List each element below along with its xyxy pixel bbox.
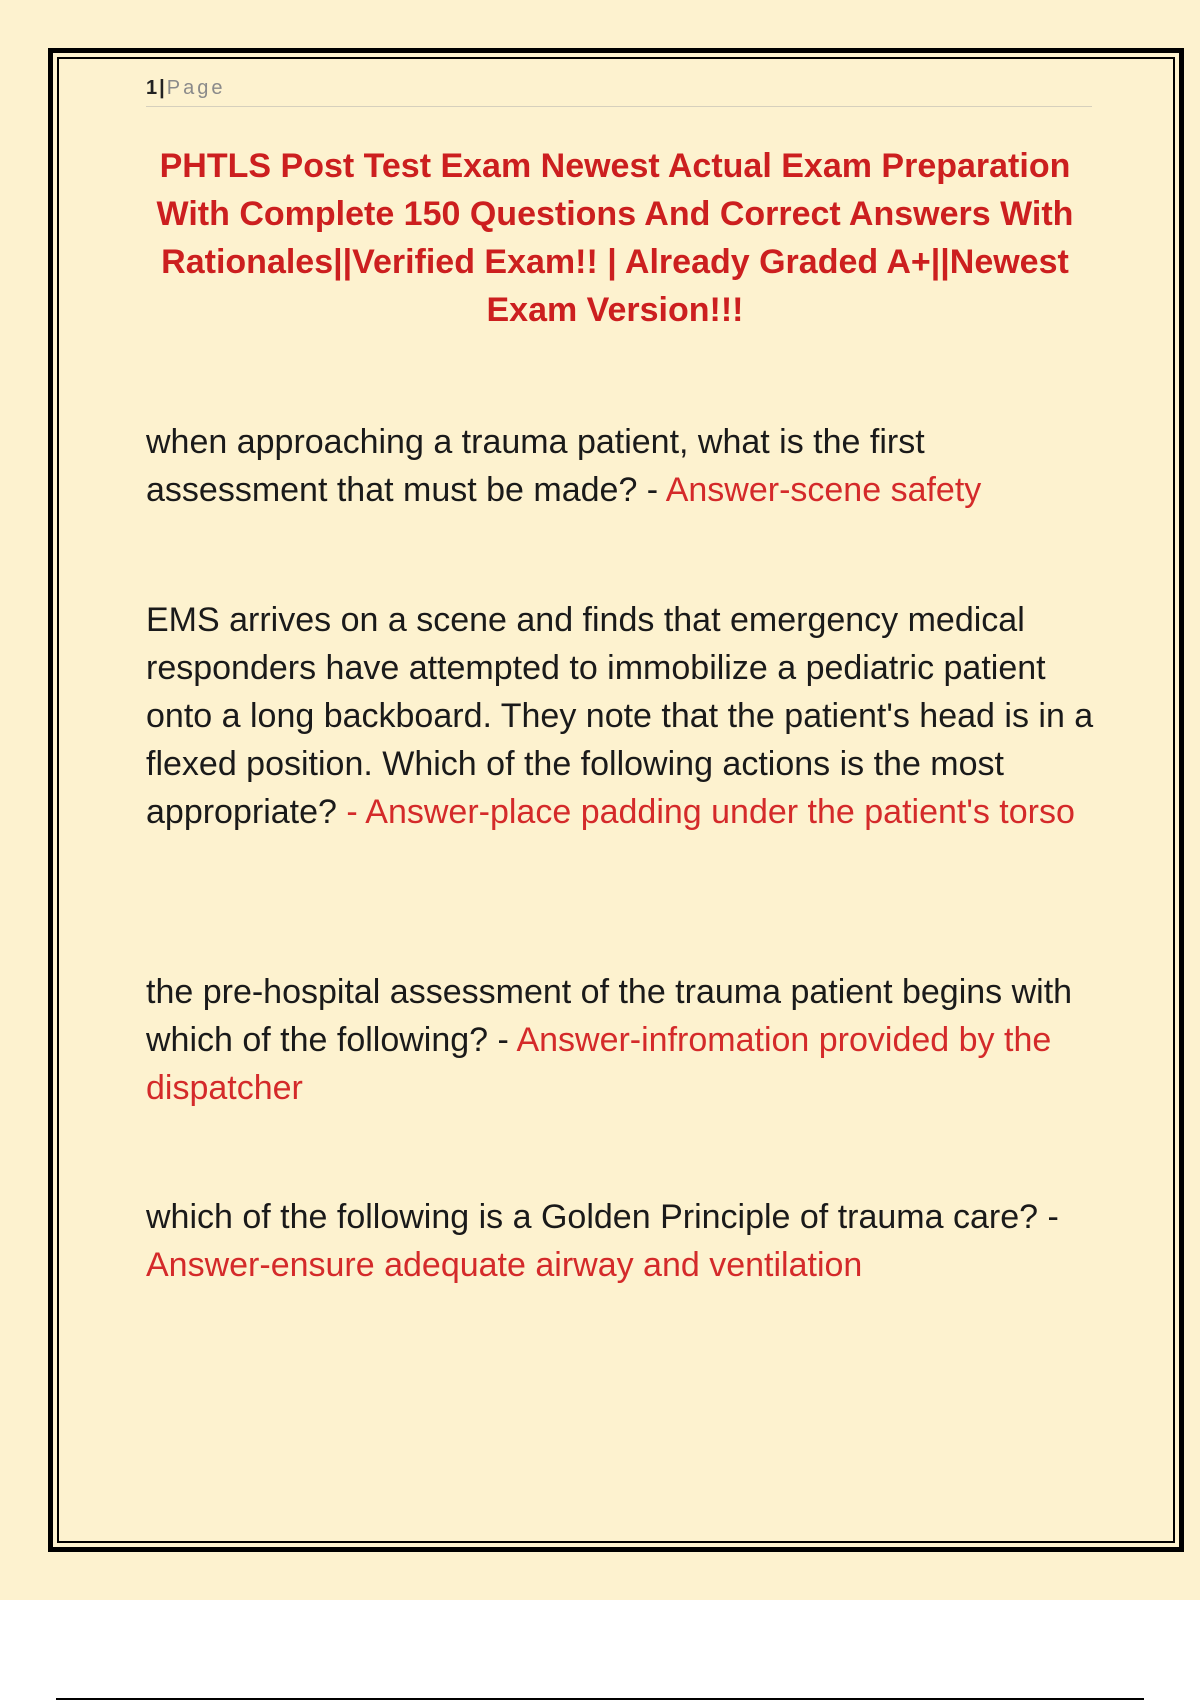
page-header	[146, 74, 1092, 107]
qa-item	[146, 418, 1096, 514]
answer-text: Answer-ensure adequate airway and ventilation	[146, 1246, 863, 1284]
document-title: PHTLS Post Test Exam Newest Actual Exam Preparation With Complete 150 Questions And Correct Answers With Rationales||Verified Exam!! | Already Graded A+||Newest Exam Version!!!	[156, 147, 1074, 329]
question-text: the pre-hospital assessment of the trauma patient begins with which of the following? -	[146, 973, 1073, 1059]
page-label: Page	[166, 77, 226, 99]
qa-item	[146, 1193, 1096, 1289]
qa-item	[146, 596, 1096, 836]
page-number: 1	[146, 77, 158, 99]
answer-text: Answer-scene safety	[665, 471, 982, 509]
question-text: EMS arrives on a scene and finds that emergency medical responders have attempted to immobilize a pediatric patient onto a long backboard. They note that the patient's head is in a flexed position. Which of the following actions is the most appropriate?	[146, 601, 1094, 831]
page-separator: |	[159, 77, 165, 99]
answer-text: Answer-infromation provided by the dispatcher	[146, 1021, 1052, 1107]
question-text: which of the following is a Golden Principle of trauma care? -	[146, 1198, 1059, 1236]
qa-item	[146, 968, 1096, 1112]
answer-text: - Answer-place padding under the patient's torso	[346, 793, 1075, 831]
question-text: when approaching a trauma patient, what is the first assessment that must be made? -	[146, 423, 925, 509]
